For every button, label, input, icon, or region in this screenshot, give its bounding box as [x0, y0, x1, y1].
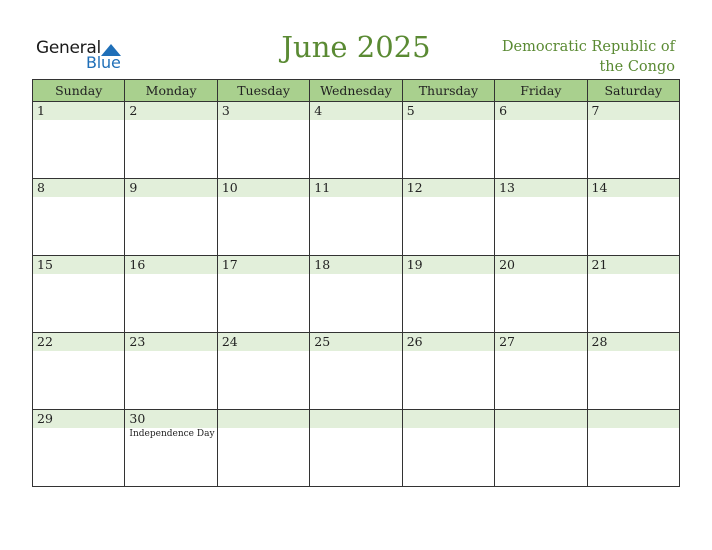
- day-number: 29: [37, 411, 53, 426]
- day-number: 12: [406, 180, 423, 195]
- day-number: 18: [314, 257, 331, 272]
- date-band: [495, 410, 586, 428]
- week-row: [33, 102, 680, 179]
- day-cell: [403, 333, 495, 410]
- day-number: 21: [591, 257, 608, 272]
- day-number: 27: [499, 334, 516, 349]
- day-cell: [33, 333, 125, 410]
- day-number: 16: [129, 257, 146, 272]
- day-number: 8: [37, 180, 45, 195]
- day-cell: [33, 410, 125, 487]
- day-number: 6: [499, 103, 508, 118]
- day-number: 13: [499, 180, 516, 195]
- date-band: [218, 410, 309, 428]
- day-number: 20: [499, 257, 516, 272]
- day-number: 28: [591, 334, 608, 349]
- day-number: 1: [37, 103, 45, 118]
- day-number: 30: [129, 411, 146, 426]
- day-cell: [125, 410, 217, 487]
- day-cell: [218, 102, 310, 179]
- week-row: [33, 410, 680, 487]
- day-cell: [495, 256, 587, 333]
- day-cell: [33, 256, 125, 333]
- country-name: Democratic Republic of the Congo: [501, 39, 675, 75]
- date-band: [33, 179, 124, 197]
- day-cell: [495, 410, 587, 487]
- day-cell: [403, 102, 495, 179]
- day-number: 4: [314, 103, 323, 118]
- day-cell: [125, 256, 217, 333]
- weekday-header-friday: Friday: [495, 80, 587, 102]
- day-number: 24: [221, 334, 238, 349]
- day-cell: [310, 333, 402, 410]
- date-band: [125, 102, 216, 120]
- day-number: 23: [129, 334, 146, 349]
- day-number: 11: [314, 180, 331, 195]
- day-cell: [495, 102, 587, 179]
- day-number: 7: [591, 103, 600, 118]
- holiday-label: Independence Day: [129, 429, 215, 439]
- day-cell: [218, 179, 310, 256]
- calendar-grid: [32, 79, 680, 487]
- logo-blue-text: Blue: [86, 53, 121, 72]
- date-band: [310, 410, 401, 428]
- day-cell: [588, 179, 680, 256]
- day-number: 3: [221, 103, 230, 118]
- date-band: [588, 410, 679, 428]
- day-cell: [588, 102, 680, 179]
- weekday-header-saturday: Saturday: [588, 80, 680, 102]
- weekday-header-wednesday: Wednesday: [310, 80, 402, 102]
- day-cell: [310, 102, 402, 179]
- date-band: [588, 102, 679, 120]
- week-row: [33, 333, 680, 410]
- day-cell: [495, 333, 587, 410]
- day-cell: [218, 256, 310, 333]
- day-number: 19: [406, 257, 423, 272]
- day-cell: [403, 256, 495, 333]
- day-cell: [310, 179, 402, 256]
- day-number: 22: [37, 334, 53, 349]
- weekday-header-thursday: Thursday: [403, 80, 495, 102]
- day-number: 2: [129, 103, 138, 118]
- day-cell: [33, 179, 125, 256]
- day-number: 17: [221, 257, 238, 272]
- logo-general-text: General: [36, 38, 101, 58]
- day-cell: [588, 410, 680, 487]
- day-cell: [588, 333, 680, 410]
- calendar-title: June 2025: [281, 30, 431, 64]
- day-number: 15: [37, 257, 53, 272]
- date-band: [495, 102, 586, 120]
- day-number: 10: [221, 180, 238, 195]
- day-cell: [125, 333, 217, 410]
- date-band: [125, 179, 216, 197]
- weeks-container: [33, 102, 680, 487]
- day-cell: [495, 179, 587, 256]
- weekday-header-tuesday: Tuesday: [218, 80, 310, 102]
- day-number: 5: [406, 103, 415, 118]
- day-cell: [588, 256, 680, 333]
- weekday-header-sunday: Sunday: [33, 80, 125, 102]
- day-cell: [310, 256, 402, 333]
- day-number: 9: [129, 180, 138, 195]
- date-band: [403, 410, 494, 428]
- day-cell: [33, 102, 125, 179]
- day-cell: [125, 179, 217, 256]
- weekday-header-monday: Monday: [125, 80, 217, 102]
- day-cell: [218, 333, 310, 410]
- day-cell: [218, 410, 310, 487]
- week-row: [33, 256, 680, 333]
- date-band: [403, 102, 494, 120]
- day-number: 25: [314, 334, 331, 349]
- week-row: [33, 179, 680, 256]
- day-cell: [310, 410, 402, 487]
- date-band: [218, 102, 309, 120]
- day-number: 14: [591, 180, 608, 195]
- weekday-header-row: [33, 80, 680, 102]
- day-number: 26: [406, 334, 423, 349]
- day-cell: [403, 179, 495, 256]
- day-cell: [403, 410, 495, 487]
- date-band: [310, 102, 401, 120]
- date-band: [33, 102, 124, 120]
- day-cell: [125, 102, 217, 179]
